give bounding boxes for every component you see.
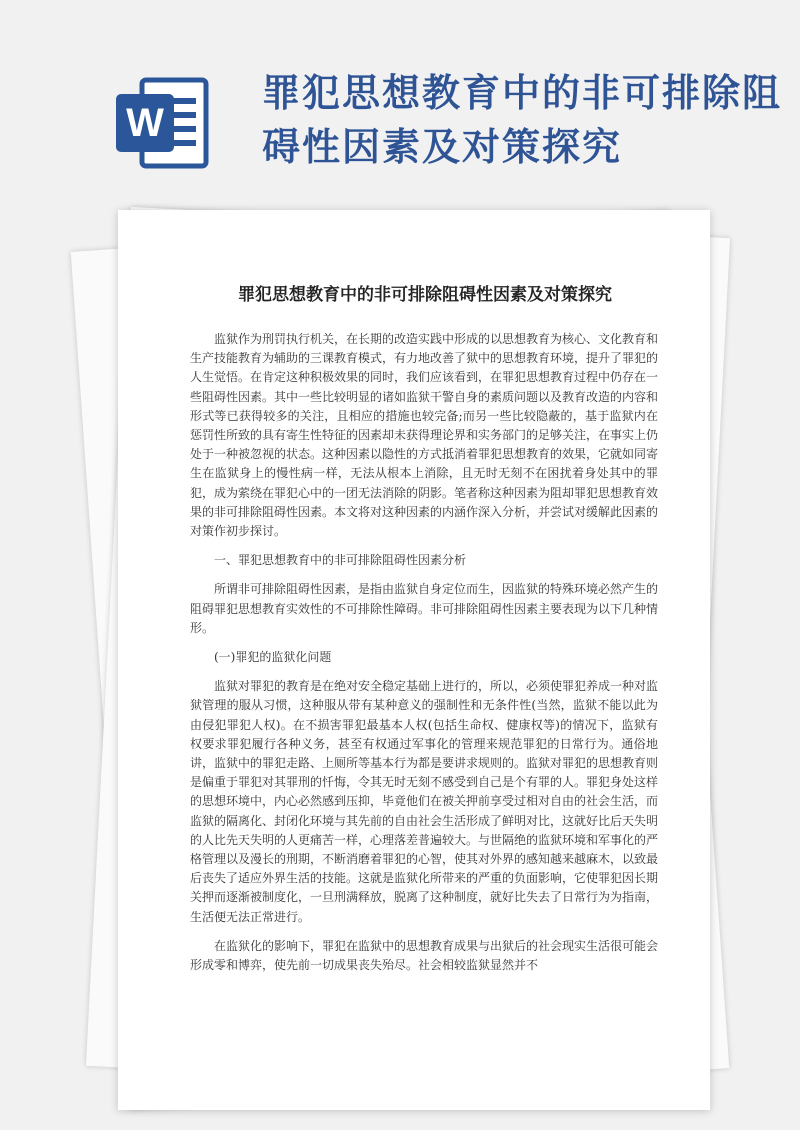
paragraph-definition: 所谓非可排除阻碍性因素，是指由监狱自身定位而生，因监狱的特殊环境必然产生的阻碍罪犯思想教育实效性的不可排除性障碍。非可排除阻碍性因素主要表现为以下几种情形。 — [190, 582, 659, 635]
subsection-heading-1: (一)罪犯的监狱化问题 — [214, 650, 332, 665]
document-body — [190, 330, 658, 985]
section-heading-1: 一、罪犯思想教育中的非可排除阻碍性因素分析 — [214, 553, 467, 568]
banner-title-line-2: 碍性因素及对策探究 — [262, 125, 623, 169]
paragraph-prisonization: 监狱对罪犯的教育是在绝对安全稳定基础上进行的，所以，必须使罪犯养成一种对监狱管理的服从习惯，这种服从带有某种意义的强制性和无条件性(当然，监狱不能以此为由侵犯罪犯人权)。在不损害罪犯最基本人权(包括生命权、健康权等)的情况下，监狱有权要求罪犯履行各种义务，甚至有权通过军事化的管理来规范罪犯的日常行为。通俗地讲，监狱中的罪犯走路、上厕所等基本行为都是要讲求规则的。监狱对罪犯的思想教育则是偏重于罪犯对其罪刑的忏悔，令其无时无刻不感受到自己是个有罪的人。罪犯身处这样的思想环境中，内心必然感到压抑，毕竟他们在被关押前享受过相对自由的社会生活，而监狱的隔离化、封闭化环境与其先前的自由社会生活形成了鲜明对比，这就好比后天失明的人比先天失明的人更痛苦一样，心理落差普遍较大。与世隔绝的监狱环境和军事化的严格管理以及漫长的刑期，不断消磨着罪犯的心智，使其对外界的感知越来越麻木，以致最后丧失了适应外界生活的技能。这就是监狱化所带来的严重的负面影响，它使罪犯因长期关押而逐渐被制度化，一旦刑满释放，脱离了这种制度，就好比失去了日常行为为指南，生活便无法正常进行。 — [190, 679, 659, 924]
header — [0, 0, 800, 200]
paragraph-intro: 监狱作为刑罚执行机关，在长期的改造实践中形成的以思想教育为核心、文化教育和生产技能教育为辅助的三课教育模式，有力地改善了狱中的思想教育环境，提升了罪犯的人生觉悟。在肯定这种积极效果的同时，我们应该看到，在罪犯思想教育过程中仍存在一些阻碍性因素。其中一些比较明显的诸如监狱干警自身的素质问题以及教育改造的内容和形式等已获得较多的关注，且相应的措施也较完备;而另一些比较隐蔽的，基于监狱内在惩罚性所致的具有寄生性特征的因素却未获得理论界和实务部门的足够关注，在事实上仍处于一种被忽视的状态。这种因素以隐性的方式抵消着罪犯思想教育的效果，它就如同寄生在监狱身上的慢性病一样，无法从根本上消除，且无时无刻不在困扰着身处其中的罪犯，成为萦绕在罪犯心中的一团无法消除的阴影。笔者称这种因素为阻却罪犯思想教育效果的非可排除阻碍性因素。本文将对这种因素的内涵作深入分析，并尝试对缓解此因素的对策作初步探讨。 — [190, 332, 659, 539]
document-page — [118, 210, 710, 1110]
page-title: 罪犯思想教育中的非可排除阻碍性因素及对策探究 — [238, 285, 612, 305]
paragraph-effects: 在监狱化的影响下，罪犯在监狱中的思想教育成果与出狱后的社会现实生活很可能会形成零和博弈，使先前一切成果丧失殆尽。社会相较监狱显然并不 — [190, 938, 659, 973]
banner-title-line-1: 罪犯思想教育中的非可排除阻 — [262, 71, 783, 115]
word-logo-letter: W — [126, 101, 164, 145]
document-banner-title — [262, 66, 782, 174]
word-document-icon — [108, 68, 220, 180]
